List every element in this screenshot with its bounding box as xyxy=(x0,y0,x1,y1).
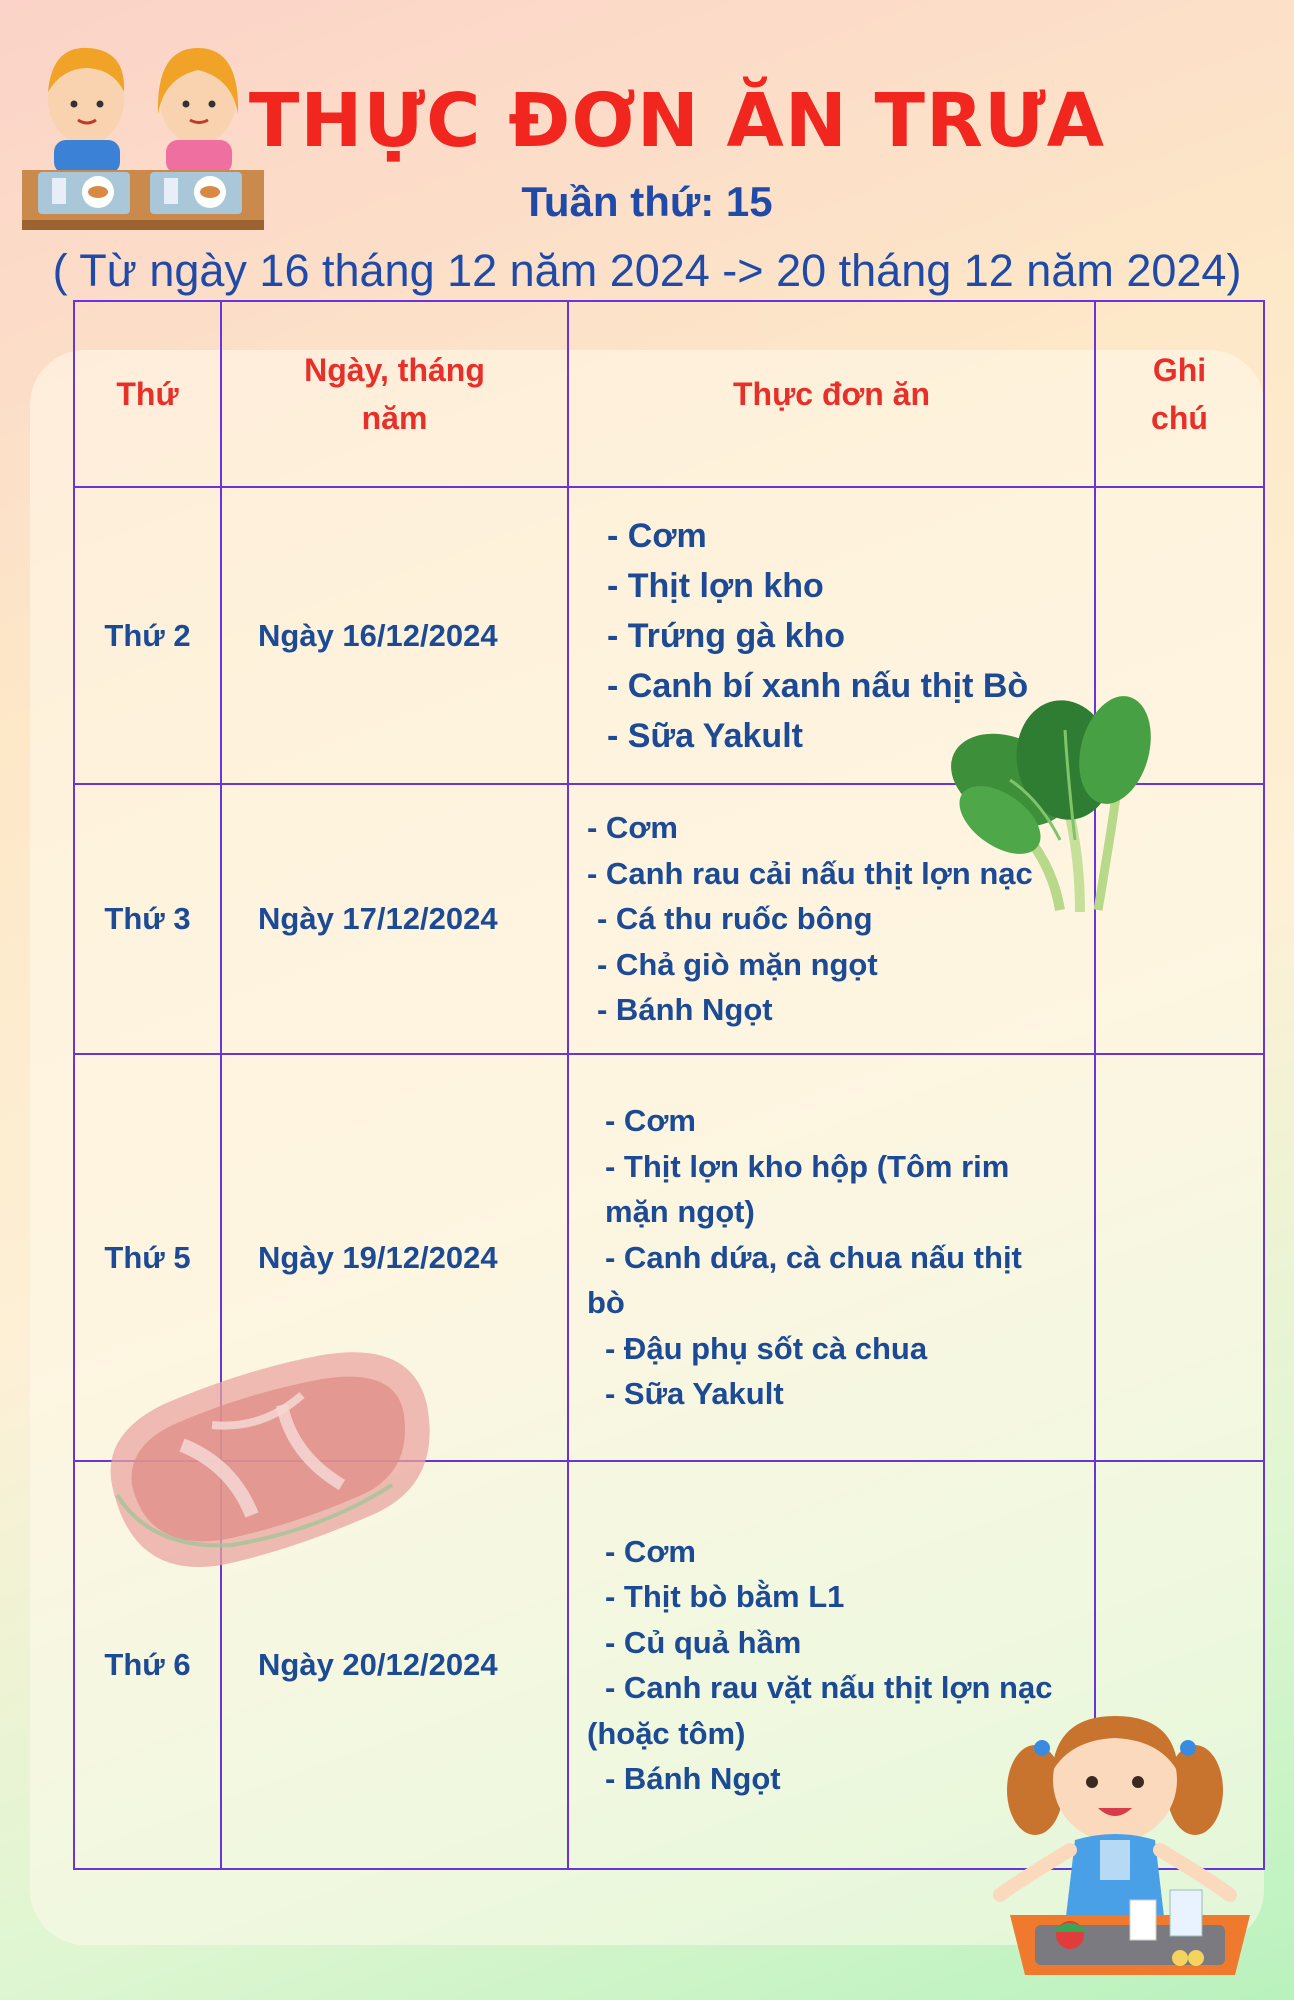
list-item: - Cá thu ruốc bông xyxy=(597,901,873,937)
list-item: - Sữa Yakult xyxy=(605,1376,784,1412)
list-item: - Thịt lợn kho hộp (Tôm rim xyxy=(605,1148,1010,1184)
list-item: - Cơm xyxy=(605,1533,696,1569)
list-item: - Thịt lợn kho xyxy=(607,566,824,605)
note-cell xyxy=(1095,1054,1264,1461)
list-item: - Canh rau cải nấu thịt lợn nạc xyxy=(587,855,1033,891)
list-item: - Canh bí xanh nấu thịt Bò xyxy=(607,666,1029,705)
leafy-greens-icon xyxy=(940,690,1170,920)
menu-cell xyxy=(568,1054,1095,1461)
day-cell: Thứ 2 xyxy=(74,487,221,784)
list-item: (hoặc tôm) xyxy=(587,1715,746,1751)
week-label: Tuần thứ: 15 xyxy=(521,178,773,225)
list-item: - Canh rau vặt nấu thịt lợn nạc xyxy=(605,1670,1053,1705)
list-item: - Bánh Ngọt xyxy=(605,1761,781,1796)
header-note: Ghi chú xyxy=(1095,301,1264,487)
list-item: - Cơm xyxy=(607,516,707,555)
list-item: - Thịt bò bằm L1 xyxy=(605,1579,845,1614)
list-item: - Trứng gà kho xyxy=(607,616,846,655)
list-item: - Canh dứa, cà chua nấu thịt xyxy=(605,1239,1022,1275)
list-item: - Củ quả hầm xyxy=(605,1624,802,1660)
list-item: bò xyxy=(587,1285,625,1321)
list-item: - Sữa Yakult xyxy=(607,716,803,755)
menu-table xyxy=(73,300,1265,1870)
page-title: THỰC ĐƠN ĂN TRƯA xyxy=(248,78,1106,164)
date-cell: Ngày 17/12/2024 xyxy=(221,784,568,1054)
list-item: - Đậu phụ sốt cà chua xyxy=(605,1330,928,1366)
date-cell: Ngày 16/12/2024 xyxy=(221,487,568,784)
steak-icon xyxy=(92,1335,437,1585)
list-item: - Cơm xyxy=(587,810,678,846)
list-item: mặn ngọt) xyxy=(605,1194,755,1230)
menu-list xyxy=(587,1098,1088,1417)
day-cell: Thứ 3 xyxy=(74,784,221,1054)
list-item: - Cơm xyxy=(605,1103,696,1139)
list-item: - Bánh Ngọt xyxy=(597,992,773,1028)
header-date: Ngày, tháng năm xyxy=(221,301,568,487)
date-range: ( Từ ngày 16 tháng 12 năm 2024 -> 20 tháng 12 năm 2024) xyxy=(52,245,1242,296)
header-day: Thứ xyxy=(74,301,221,487)
table-header-row xyxy=(74,301,1264,487)
day-cell: Thứ 6 xyxy=(74,1461,221,1869)
header-menu: Thực đơn ăn xyxy=(568,301,1095,487)
day-cell: Thứ 5 xyxy=(74,1054,221,1461)
date-cell: Ngày 19/12/2024 xyxy=(221,1054,568,1461)
date-cell: Ngày 20/12/2024 xyxy=(221,1461,568,1869)
list-item: - Chả giò mặn ngọt xyxy=(597,946,878,982)
girl-with-lunch-tray-icon xyxy=(990,1700,1270,1985)
